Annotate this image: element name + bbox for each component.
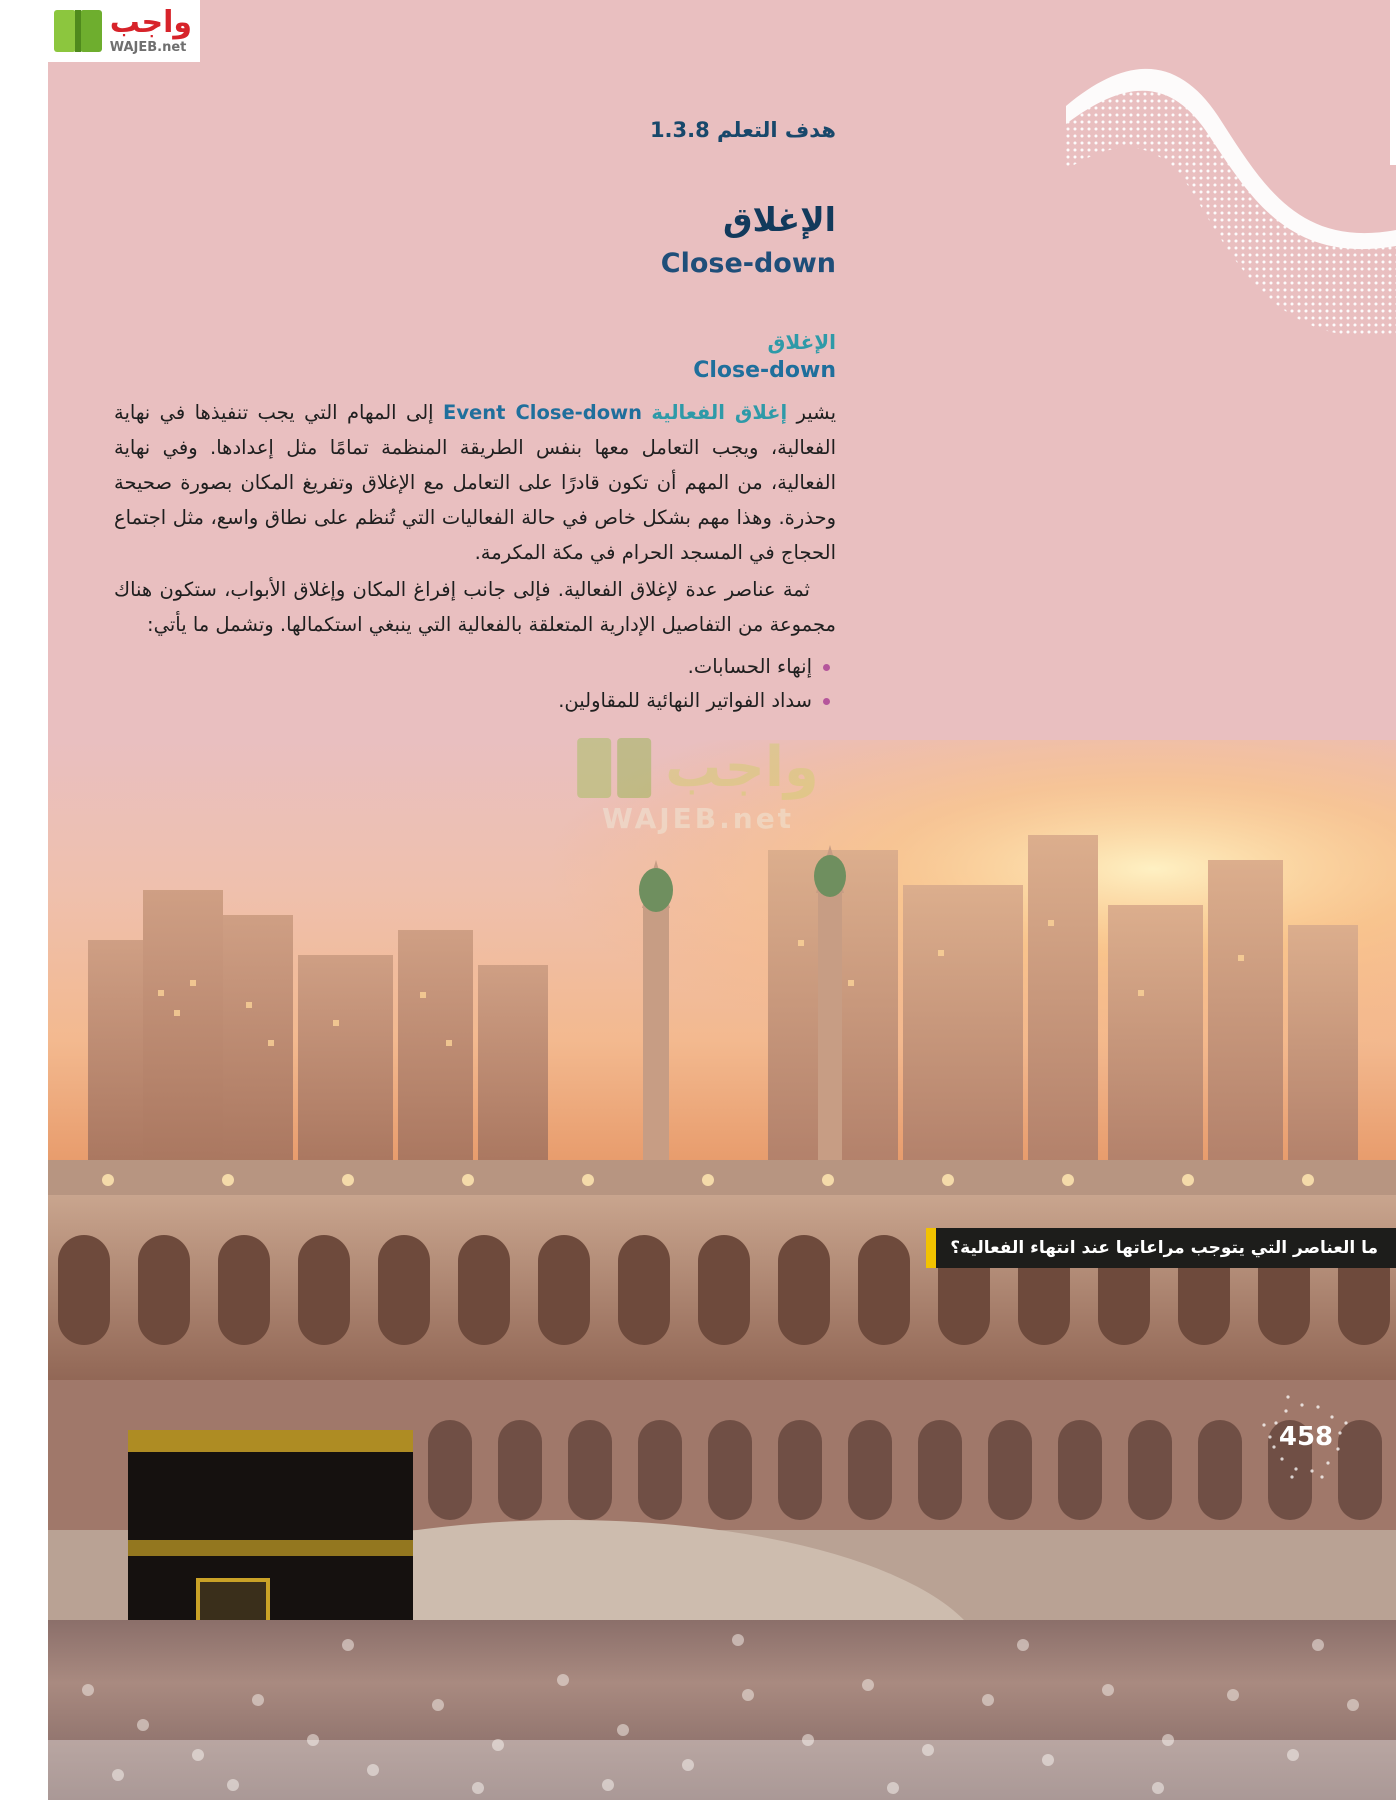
paragraph-2: ثمة عناصر عدة لإغلاق الفعالية. فإلى جانب إفراغ المكان وإغلاق الأبواب، ستكون هناك مجموعة من التفاصيل الإدارية المتعلقة بالفعالية التي ينبغي استكمالها. وتشمل ما يأتي: <box>114 578 836 636</box>
masjid-al-haram-photo <box>48 740 1396 1800</box>
question-text: ما العناصر التي يتوجب مراعاتها عند انتهاء الفعالية؟ <box>950 1238 1378 1258</box>
watermark-net: WAJEB.net <box>601 802 795 835</box>
left-margin <box>0 0 48 1800</box>
question-strip <box>936 1228 1396 1268</box>
learning-objective-label: هدف التعلم 1.3.8 <box>649 118 836 142</box>
page-number: 458 <box>1278 1422 1334 1452</box>
page-title-arabic: الإغلاق <box>723 200 836 239</box>
paragraph-1-rest: إلى المهام التي يجب تنفيذها في نهاية الفعالية، ويجب التعامل معها بنفس الطريقة المنظمة تمامًا مثل إعدادها. وفي نهاية الفعالية، من المهم أن تكون قادرًا على التعامل مع الإغلاق وتفريغ المكان بصورة صحيحة وحذرة. وهذا مهم بشكل خاص في حالة الفعاليات التي تُنظم على نطاق واسع، مثل اجتماع الحجاج في المسجد الحرام في مكة المكرمة. <box>114 401 836 564</box>
subheading-english: Close-down <box>693 358 836 383</box>
highlight-term-english: Event Close-down <box>443 401 643 424</box>
list-item: إنهاء الحسابات. <box>114 650 836 684</box>
watermark-arabic: واجب <box>665 735 819 800</box>
highlight-term-arabic: إغلاق الفعالية <box>651 401 788 424</box>
subheading-arabic: الإغلاق <box>767 330 836 354</box>
brand-name-arabic: واجب <box>109 5 192 40</box>
bullet-list <box>114 650 836 718</box>
book-icon <box>54 10 102 52</box>
dotted-wave-decoration <box>1066 50 1396 340</box>
brand-text <box>109 5 192 55</box>
page-number-badge <box>1258 1389 1354 1485</box>
brand-name-net: WAJEB.net <box>109 40 187 55</box>
paragraph-1 <box>114 395 836 570</box>
brand-logo <box>0 0 200 62</box>
list-item: سداد الفواتير النهائية للمقاولين. <box>114 684 836 718</box>
paragraph-1-prefix: يشير <box>787 401 837 424</box>
page-title-english: Close-down <box>660 248 836 279</box>
content-block <box>114 330 836 718</box>
